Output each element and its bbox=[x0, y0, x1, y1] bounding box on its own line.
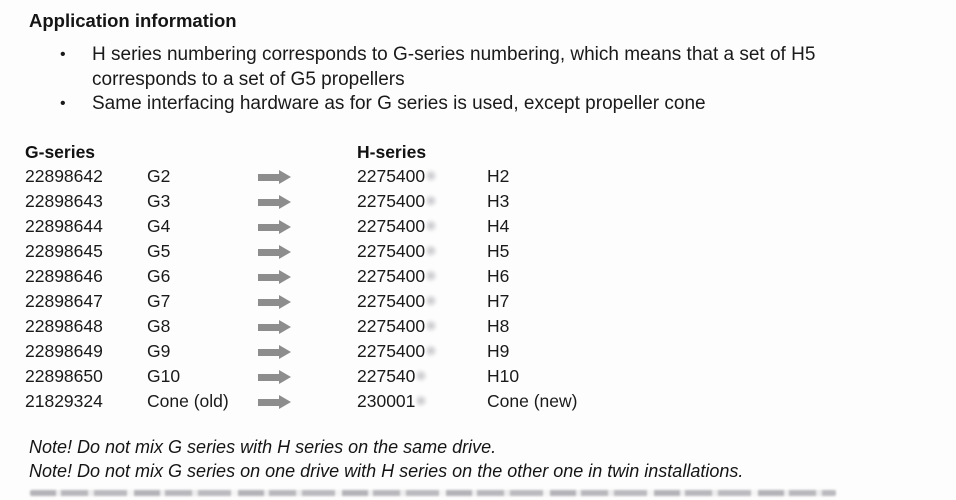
h-part-number bbox=[357, 241, 487, 262]
g-part-number: 22898647 bbox=[25, 291, 103, 311]
h-part-number bbox=[357, 366, 487, 387]
page-title: Application information bbox=[29, 10, 237, 31]
h-part-visible-digits: 2275400 bbox=[357, 216, 426, 236]
bullet-list bbox=[58, 43, 892, 117]
h-label: H7 bbox=[487, 291, 510, 311]
arrow-cell bbox=[258, 170, 357, 184]
table-row bbox=[25, 164, 657, 189]
table-row bbox=[25, 239, 657, 264]
g-part-number: 22898645 bbox=[25, 241, 103, 261]
h-label: H3 bbox=[487, 191, 510, 211]
bullet-dot-icon: • bbox=[60, 46, 66, 63]
table-row bbox=[25, 264, 657, 289]
h-label: Cone (new) bbox=[487, 391, 578, 411]
h-part-number bbox=[357, 266, 487, 287]
g-label: G9 bbox=[147, 341, 171, 361]
table-row bbox=[25, 314, 657, 339]
h-label: H2 bbox=[487, 166, 510, 186]
arrow-right-icon bbox=[258, 370, 291, 384]
h-part-visible-digits: 230001 bbox=[357, 391, 416, 411]
h-part-visible-digits: 2275400 bbox=[357, 266, 426, 286]
note-line: Note! Do not mix G series with H series on the same drive. bbox=[29, 437, 497, 457]
g-label: Cone (old) bbox=[147, 391, 229, 411]
bullet-text: H series numbering corresponds to G-series numbering, which means that a set of H5 corresponds to a set of G5 propellers bbox=[92, 44, 816, 90]
h-part-visible-digits: 2275400 bbox=[357, 291, 426, 311]
table-row bbox=[25, 389, 657, 414]
note-line: Note! Do not mix G series on one drive with H series on the other one in twin installations. bbox=[29, 460, 744, 481]
table-row bbox=[25, 289, 657, 314]
g-part-number: 22898642 bbox=[25, 166, 103, 186]
arrow-cell bbox=[258, 295, 357, 309]
h-part-visible-digits: 2275400 bbox=[357, 316, 426, 336]
bullet-text: Same interfacing hardware as for G series is used, except propeller cone bbox=[92, 93, 706, 114]
obscured-digits bbox=[426, 194, 440, 209]
arrow-cell bbox=[258, 220, 357, 234]
g-part-number: 22898643 bbox=[25, 191, 103, 211]
g-label: G5 bbox=[147, 241, 171, 261]
g-part-number: 22898649 bbox=[25, 341, 103, 361]
g-series-header: G-series bbox=[25, 141, 96, 162]
arrow-right-icon bbox=[258, 395, 291, 409]
h-part-number bbox=[357, 191, 487, 212]
bullet-item bbox=[58, 92, 892, 117]
g-label: G7 bbox=[147, 291, 171, 311]
arrow-cell bbox=[258, 370, 357, 384]
g-part-number: 22898650 bbox=[25, 366, 103, 386]
obscured-digits bbox=[426, 219, 440, 234]
g-part-number: 21829324 bbox=[25, 391, 103, 411]
g-part-number: 22898644 bbox=[25, 216, 103, 236]
table-row bbox=[25, 189, 657, 214]
notes-block bbox=[29, 436, 743, 483]
h-series-header: H-series bbox=[357, 141, 427, 162]
table-row bbox=[25, 214, 657, 239]
obscured-digits bbox=[426, 169, 440, 184]
g-part-number: 22898646 bbox=[25, 266, 103, 286]
h-part-number bbox=[357, 291, 487, 312]
h-part-number bbox=[357, 341, 487, 362]
h-label: H4 bbox=[487, 216, 510, 236]
g-label: G6 bbox=[147, 266, 171, 286]
h-label: H8 bbox=[487, 316, 510, 336]
cropped-text-line bbox=[30, 490, 836, 496]
obscured-digits bbox=[426, 344, 440, 359]
obscured-digits bbox=[426, 319, 440, 334]
h-label: H6 bbox=[487, 266, 510, 286]
arrow-right-icon bbox=[258, 320, 291, 334]
arrow-cell bbox=[258, 320, 357, 334]
h-part-number bbox=[357, 391, 487, 412]
obscured-digits bbox=[426, 269, 440, 284]
h-part-number bbox=[357, 166, 487, 187]
h-part-visible-digits: 2275400 bbox=[357, 166, 426, 186]
table-header-row bbox=[25, 140, 657, 164]
bullet-dot-icon: • bbox=[60, 95, 66, 112]
arrow-right-icon bbox=[258, 295, 291, 309]
arrow-right-icon bbox=[258, 195, 291, 209]
conversion-table-body bbox=[25, 164, 657, 414]
obscured-digits bbox=[416, 369, 430, 384]
g-part-number: 22898648 bbox=[25, 316, 103, 336]
arrow-cell bbox=[258, 270, 357, 284]
h-part-visible-digits: 227540 bbox=[357, 366, 416, 386]
h-part-number bbox=[357, 216, 487, 237]
arrow-cell bbox=[258, 395, 357, 409]
h-label: H10 bbox=[487, 366, 520, 386]
g-label: G4 bbox=[147, 216, 171, 236]
h-part-number bbox=[357, 316, 487, 337]
arrow-right-icon bbox=[258, 245, 291, 259]
obscured-digits bbox=[416, 394, 430, 409]
arrow-cell bbox=[258, 195, 357, 209]
g-label: G2 bbox=[147, 166, 171, 186]
h-part-visible-digits: 2275400 bbox=[357, 341, 426, 361]
arrow-cell bbox=[258, 345, 357, 359]
arrow-right-icon bbox=[258, 345, 291, 359]
g-label: G8 bbox=[147, 316, 171, 336]
h-label: H9 bbox=[487, 341, 510, 361]
conversion-table bbox=[25, 140, 657, 414]
arrow-right-icon bbox=[258, 220, 291, 234]
h-part-visible-digits: 2275400 bbox=[357, 241, 426, 261]
h-part-visible-digits: 2275400 bbox=[357, 191, 426, 211]
g-label: G3 bbox=[147, 191, 171, 211]
bullet-item bbox=[58, 43, 892, 92]
obscured-digits bbox=[426, 294, 440, 309]
h-label: H5 bbox=[487, 241, 510, 261]
obscured-digits bbox=[426, 244, 440, 259]
g-label: G10 bbox=[147, 366, 181, 386]
table-row bbox=[25, 364, 657, 389]
arrow-right-icon bbox=[258, 270, 291, 284]
table-row bbox=[25, 339, 657, 364]
arrow-right-icon bbox=[258, 170, 291, 184]
arrow-cell bbox=[258, 245, 357, 259]
